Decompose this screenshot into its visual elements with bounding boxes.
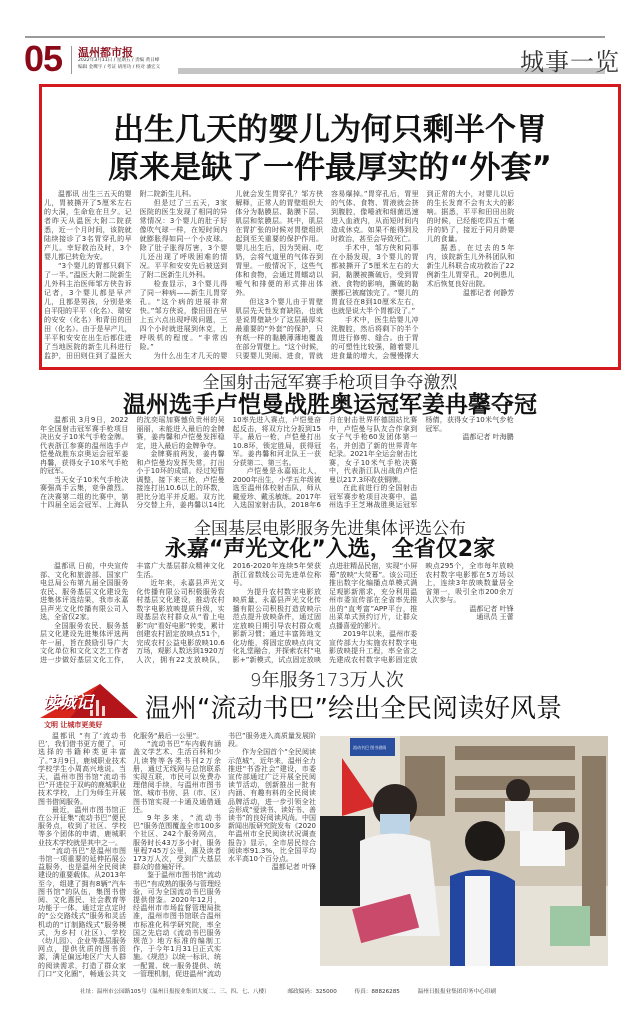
article2-subtitle: 全国射击冠军赛手枪项目争夺激烈	[202, 373, 458, 393]
paragraph: 但是过了三五天，3家医院的医生发现了相同的异常情况：3个婴儿的肚子好像吹气球一样，在短时间内就膨胀得如同一个小皮球。除了肚子胀得厉害，3个婴儿还出现了呼吸困难的情况。平平和安安先后被送到了附二医新生儿外科。	[139, 199, 228, 279]
footer-printer: 温州日报报业集团印务中心印刷	[417, 989, 496, 995]
page-number: 05	[24, 38, 63, 79]
article4-body	[38, 732, 316, 985]
byline: 通讯员 王蕾	[476, 613, 514, 621]
library-bus-photo	[320, 736, 608, 966]
paragraph: 检查显示，3个婴儿得了同一种病——新生儿胃穿孔。“这个病的进展非常快。”邹方侠说，像田田在早上五六点出现呼吸问题，三四个小时就进展到休克，上呼吸机的程度。“非常凶险。”	[139, 280, 228, 351]
header-divider	[71, 46, 72, 74]
paragraph: 2019年以来，温州市委宣传部大力实施农村数字电影放映提升工程，率全省之先建成农村数字电影固定放映点295个，全市每年放映农村数字电影都在5万场以上，连续3年放映数量居全省第一，吸引全市200余万人次参与。	[328, 562, 514, 664]
article4-title: 温州“流动书巴”绘出全民阅读好风景	[145, 694, 562, 724]
paragraph: 为提升农村数字电影放映质量，永嘉县声光文化传播有限公司积极打造放映示范点提升放映条件，通过固定放映日期引导农村群众观影新习惯；通过丰富阵地文化功能，将固定放映点向文化礼堂融合，并探索农村“电影+”新模式，试点固定放映点进驻精品民宿，实现“小屏幕”放映“大荧幕”。该公司还推出数字化编播点单模式满足观影新需求，充分利用温州市委宣传部在全省率先推出的“直考富”APP平台，推出菜单式预约订片，让群众点播喜爱的影片。	[232, 562, 418, 664]
paragraph: 在此前进行的全国射击冠军赛步枪项目决赛中，温州选手王芝琳战胜奥运冠军杨倩，获得女子10米气步枪冠军。	[328, 416, 514, 509]
paragraph: “流动书巴”是温州市图书馆一项重要的延伸拓展公益服务，也是温州全民阅读建设的重要载体。从2013年至今，组建了拥有8辆“汽车图书馆”的队伍，集图书借阅、文化惠民、社会教育等功能于一体，通过定点定时的“公交路线式”服务和灵活机动的“订制路线式”服务模式，为乡村（社区）、学校（幼儿园）、企业等基层服务网点，提供优质的图书资源，满足偏远地区广大人群的阅读需求，打造了群众家门口“文化圈”，畅通公共文化服务“最后一公里”。	[38, 732, 204, 978]
paragraph: 温都讯 出生三五天的婴儿，胃被撕开了5厘米左右的大洞，生命危在旦夕。记者昨天从温医大附二院获悉，近一个月时间，该院就陆续接诊了3名胃穿孔的早产儿。幸好救治及时，3个婴儿都已转危为安。	[44, 190, 132, 261]
header-meta-line2: 编辑 金鹰宇 / 考证 胡用功 / 校对 潘宏义	[78, 64, 161, 70]
footer	[80, 987, 510, 995]
paragraph: 温都讯 “有了‘流动书巴’，我们借书更方便了，可选择的书籍种类更丰富了。”3月9日，鹿城职业技术学校学生小周高兴地说。当天，温州市图书馆“流动书巴”开进位于双屿的鹿城职业技术学校，上门为师生开展图书借阅服务。	[38, 732, 126, 806]
article2-body	[40, 416, 610, 512]
paragraph: 近年来，永嘉县声光文化传播有限公司积极服务农村基层文化建设，推动农村数字电影放映提质升级，实现基层农村群众从“看上电影”向“看好电影”转变，累计创建农村固定放映点51个，完成农村公益电影放映10.6万场，观影人数达到1920万人次，拥有22支放映队，2016-2020年连续5年荣获浙江省数线公司先进单位称号。	[136, 562, 321, 664]
paragraph: 最近，温州市图书馆正在公开征集“流动书巴”便民服务点，收到了社区、学校等多个团体的申请，鹿城职业技术学校就是其中之一。	[38, 805, 126, 847]
logo-slogan: 文明 让城市更美好	[44, 721, 103, 729]
paragraph: 温都讯 3月9日，2022年全国射击冠军赛手枪项目决出女子10米气手枪金牌。代表浙江参赛的温州选手卢恺曼战胜东京奥运会冠军姜冉馨，获得女子10米气手枪的冠军。	[40, 416, 129, 475]
article3-subtitle: 全国基层电影服务先进集体评选公布	[194, 519, 466, 539]
byline: 温都记者 叶海鹏	[462, 433, 514, 441]
article4-subtitle: 9年服务173万人次	[250, 670, 404, 691]
section-title: 城事一览	[520, 48, 620, 76]
photo-illustration	[320, 736, 608, 966]
paragraph: 9年多来，“流动书巴”服务范围覆盖全市100多个社区、242个服务网点，服务时长43万多小时，服务里程745万公里，惠及读者173万人次，受到广大基层群众的普遍好评。	[133, 814, 221, 872]
paragraph: 手术中，邹方侠和同事在小肠发现，3个婴儿的胃都被撕开了5厘米左右的大洞，黏膜被撕破后，受到胃液、食物的影响，撕破的黏膜都已被腐蚀完了。“婴儿的胃直径在8到10厘米左右，也就是说大半个胃都没了。”	[330, 244, 419, 315]
paragraph: 手术中，医生给婴儿冲洗腹腔，然后将剩下的半个胃进行修剪、缝合。由于胃的可塑性比较强，随着婴儿进食量的增大，会慢慢撑大到正常的大小，对婴儿以后的生长发育不会有太大的影响。据悉，平平和田田出院的时候，已经能吃四五十毫升的奶了，接近于同月龄婴儿的食量。	[330, 190, 515, 360]
paragraph: 当天女子10米气手枪决赛强高手云集，竞争激烈。在决赛第二组的比赛中，第十四届全运会冠军、上海队的沈奕瑶加赛憾负贵州的吴丽丽，未能进入最后的金牌赛，姜冉馨和卢恺曼发挥稳定，进入最后的金牌争夺。	[40, 416, 225, 509]
paragraph: 金牌赛前两发，姜冉馨和卢恺曼均发挥失常，打出小于10环的成绩。经过短暂调整，接下来三枪，卢恺曼接连打出10.6以上的环数，把比分追平并反超。双方比分交替上升，姜冉馨以14比10率先进入赛点，卢恺曼奋起反击，将双方比分扳到15平。最后一枪，卢恺曼打出10.8环，锁定胜局，获得冠军。姜冉馨和河北队王一获分获第二、第三名。	[136, 416, 321, 509]
article1-title-line1: 出生几天的婴儿为何只剩半个胃	[113, 112, 547, 148]
byline: 温都记者 叶锋	[469, 604, 514, 613]
paragraph: 温都讯 日前，中央宣传部、文化和旅游部、国家广电总局公布第九届全国服务农民、服务基层文化建设先进集体评选结果，我市永嘉县声光文化传播有限公司入选，全省仅2家。	[40, 562, 129, 621]
paragraph: 鉴于温州市图书馆“流动书巴”有成熟的服务与管理经验，可为全国流动书巴服务提供借鉴。2020年12月，经温州市市场监督管理局批准，温州市图书馆联合温州市标准化科学研究院，率全国之先启动《流动书巴服务规范》地方标准的编制工作，于今年1月31日正式实施。《规范》以统一标识、统一配置、统一服务提供、统一管理机制，促进温州“流动书巴”服务进入高质量发展阶段。	[133, 732, 316, 978]
article1-title-line2: 原来是缺了一件最厚实的“外套”	[108, 150, 552, 186]
paragraph: “流动书巴”车内载有涵盖文学艺术、生活百科和少儿读物等各类书刊2万余册，通过无线网与总馆联系实现互联，市民可以免费办理借阅手续，与温州市图书馆、城市书房、县（市、区）图书馆实现一卡通及通借通还。	[133, 740, 221, 814]
header-rule	[25, 36, 605, 38]
article3-title: 永嘉“声光文化”入选，全省仅2家	[164, 537, 496, 562]
paragraph: 但这3个婴儿由于胃壁肌层先天性发育缺陷，也就是说胃壁缺少了这层最厚实最重要的“外套”的保护，只有纸一样的黏膜薄薄地覆盖在部分胃壁上。“这个时候，只要婴儿哭闹、进食，胃就容易爆掉。”胃穿孔后，胃里的气体、食物、胃液就会挤到腹腔，像唾液和细菌迅速进入血液内，从而短时间内造成休克。如果不能得到及时救治，甚至会导致死亡。	[235, 190, 419, 360]
photo-sign: 流动书巴 图书借阅	[353, 745, 387, 750]
header-meta-line1: 2022年3月11日 / 星期五 / 责编 黄日峰	[78, 58, 160, 63]
paragraph: 据悉，在过去的5年内，该院新生儿外科团队和新生儿科联合成功救治了22例新生儿胃穿孔，20例患儿术后恢复良好出院。	[426, 244, 515, 288]
footer-address: 社址：温州市公园路105号（温州日报报业集团大厦二、三、四、七、八楼）	[80, 989, 270, 995]
paragraph: “3个婴儿的胃都只剩下了一半。”温医大附二院新生儿外科主治医师邹方侠告诉记者，3个婴儿都是早产儿，且都是男孩，分别是来自平阳的平平（化名）、瑞安的安安（化名）和青田的田田（化名）。由于是早产儿，平平和安安在出生后都住进了当地医院的新生儿科进行监护，田田则住到了温医大附二院新生儿科。	[44, 190, 196, 360]
masthead: 温州都市报	[78, 46, 133, 59]
paragraph: 全国服务农民、服务基层文化建设先进集体评选两年一届，旨在鼓励引导广大文化单位和文化文艺工作者进一步做好基层文化工作，丰富广大基层群众精神文化生活。	[40, 562, 225, 664]
byline: 温都记者 叶锋	[271, 863, 316, 872]
paragraph: 作为全国首个“全民阅读示范城”，近年来，温州全力推进“书香社会”建设，市委宣传部通过广泛开展全民阅读节活动，创新推出一批有内涵、有趣有料的全民阅读品牌活动，进一步引领全社会形成“爱读书、读好书、善读书”的良好阅读风尚。中国新闻出版研究院发布《2020年温州市全民阅读状况调查报告》显示，全市居民综合阅读率91.3%，比全国平均水平高10个百分点。	[228, 748, 316, 864]
article1-body	[44, 190, 610, 362]
footer-postcode: 邮政编码：325000	[287, 989, 337, 995]
column-logo	[40, 682, 138, 730]
footer-fax: 传真：88826285	[354, 989, 400, 995]
article3-body	[40, 562, 610, 664]
paragraph: 为什么出生才几天的婴儿就会发生胃穿孔？邹方侠解释，正常人的胃壁组织大体分为黏膜层、黏膜下层、肌层和浆膜层。其中，肌层在胃扩张的时候对胃壁组织起到至关重要的保护作用。婴儿出生后，因为哭闹、吃奶，会将气道里的气体吞到胃里。一般情况下，这些气体和食物，会通过胃蠕动以嗳气和排便的形式排出体外。	[153, 190, 323, 360]
byline: 温都记者 何静芳	[463, 289, 515, 297]
header-meta	[78, 58, 160, 71]
paragraph: 卢恺曼是永嘉瓯北人，2000年出生，小学五年级被选至温州体校射击队，师从戴爱珍、戴丞敏练。2017年入选国家射击队，2018年6月在射击世界杯德国站比赛中，卢恺曼与队友合作拿到女子气手枪60发团体第一名，并创造了新的世界青年纪录。2021年全运会射击比赛，女子10米气手枪决赛中，代表浙江队出战的卢恺曼以217.3环收获铜牌。	[232, 416, 418, 509]
article2-title: 温州选手卢恺曼战胜奥运冠军姜冉馨夺冠	[123, 392, 537, 418]
logo-text: 读城记	[42, 693, 93, 713]
